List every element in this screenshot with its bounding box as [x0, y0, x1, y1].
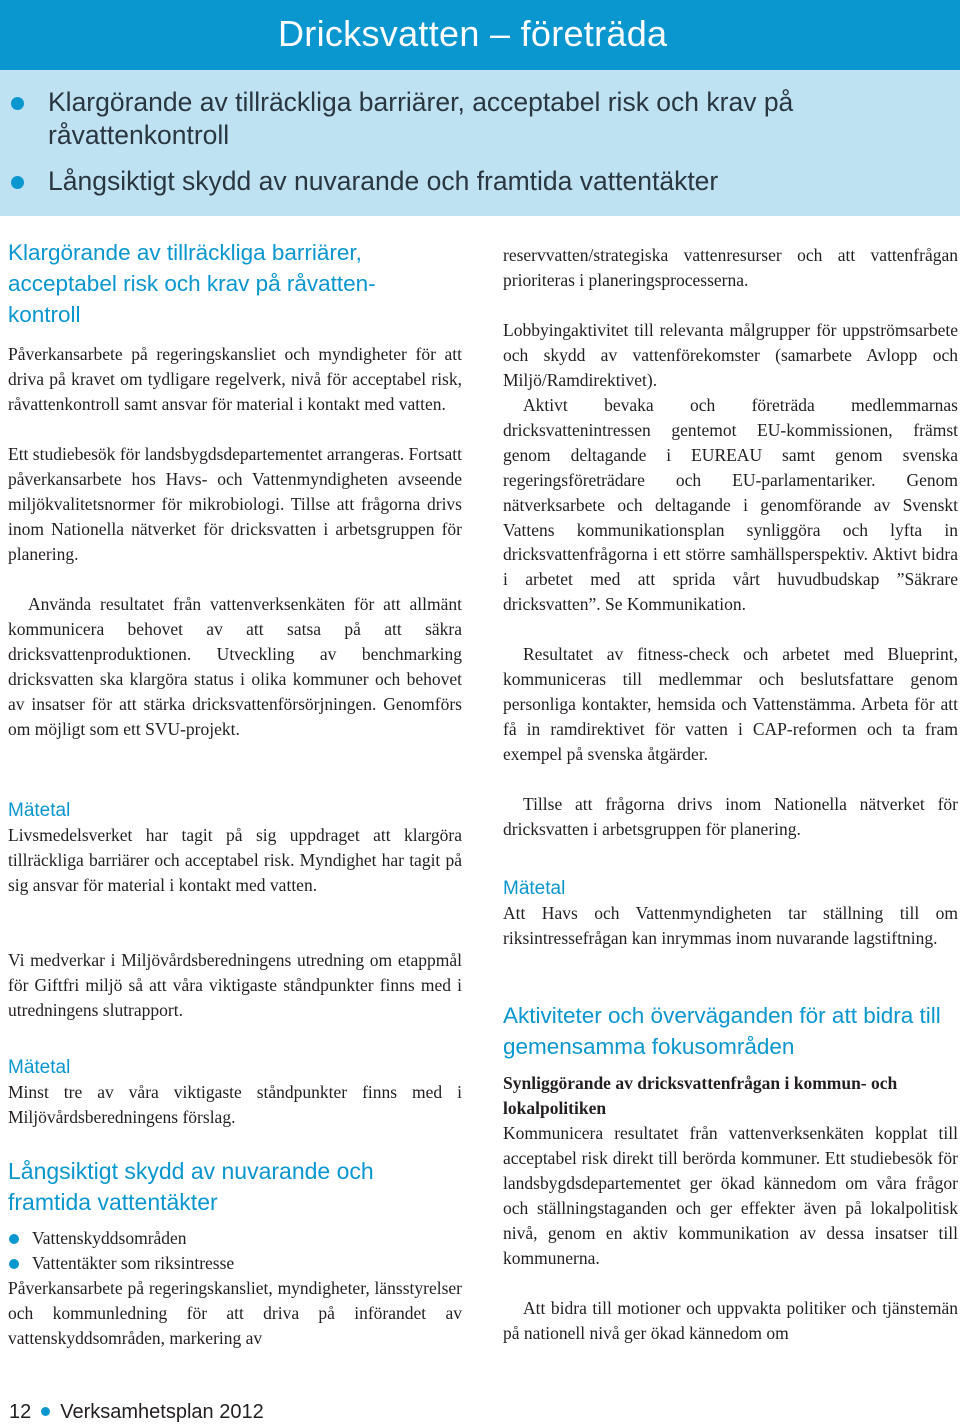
- paragraph: Ett studiebesök för landsbygdsdepartementet arrangeras. Fortsatt påverkansarbete hos Havs- och Vattenmyndigheten avseende miljökvalitetsnormer för mikrobiologi. Tillse att frågorna drivs inom Nationella nätverket för dricksvatten i arbetsgruppen för planering.: [8, 444, 462, 564]
- list-item-text: Vattenskyddsområden: [32, 1228, 187, 1248]
- summary-banner: [0, 70, 960, 216]
- paragraph: Vi medverkar i Miljövårdsberedningens utredning om etappmål för Giftfri miljö så att våra viktigaste ståndpunkter finns med i utredningens slutrapport.: [8, 950, 462, 1020]
- summary-item: [48, 165, 940, 198]
- paragraph: Minst tre av våra viktigaste ståndpunkter finns med i Miljövårdsberedningens förslag.: [8, 1082, 462, 1127]
- metric-heading: Mätetal: [503, 878, 566, 899]
- paragraph: Tillse att frågorna drivs inom Nationella nätverket för dricksvatten i arbetsgruppen för planering.: [503, 794, 958, 839]
- metric-heading: Mätetal: [8, 1057, 71, 1078]
- document-title: Verksamhetsplan 2012: [60, 1401, 264, 1423]
- bullet-icon: [9, 1234, 19, 1244]
- paragraph: Påverkansarbete på regeringskansliet och myndigheter för att driva på kravet om tydligare regelverk, nivå för acceptabel risk, råvattenkontroll samt ansvar för material i kontakt med vatten.: [8, 344, 462, 414]
- section-heading: Långsiktigt skydd av nuvarande och framtida vattentäkter: [8, 1158, 374, 1215]
- section-heading: Aktiviteter och överväganden för att bidra till gemensamma fokusområden: [503, 1003, 941, 1059]
- list-item-text: Vattentäkter som riksintresse: [32, 1253, 235, 1273]
- section-heading: Klargörande av tillräckliga barriärer, acceptabel risk och krav på råvatten-kontroll: [8, 240, 376, 327]
- bullet-icon: [9, 1259, 19, 1269]
- bullet-icon: [11, 97, 24, 110]
- page-number: 12: [9, 1401, 32, 1423]
- list-item: [32, 1226, 187, 1251]
- title-banner: [0, 0, 960, 70]
- paragraph: Resultatet av fitness-check och arbetet med Blueprint, kommuniceras till medlemmar och beslutsfattare genom personliga kontakter, hemsida och Vattenstämma. Arbeta för att få in ramdirektivet för vatten i CAP-reformen och ta fram exempel på svenska åtgärder.: [503, 644, 958, 764]
- summary-item-text: Långsiktigt skydd av nuvarande och framtida vattentäkter: [48, 166, 719, 196]
- dot-icon: [41, 1407, 50, 1416]
- summary-item: [48, 86, 940, 152]
- paragraph: Lobbyingaktivitet till relevanta målgrupper för uppströmsarbete och skydd av vattenförekomster (samarbete Avlopp och Miljö/Ramdirektivet).: [503, 320, 958, 390]
- paragraph: Att bidra till motioner och uppvakta politiker och tjänstemän på nationell nivå ger ökad kännedom om: [503, 1298, 958, 1343]
- summary-item-text: Klargörande av tillräckliga barriärer, acceptabel risk och krav på råvattenkontroll: [48, 87, 794, 150]
- paragraph: Livsmedelsverket har tagit på sig uppdraget att klargöra tillräckliga barriärer och acceptabel risk. Myndighet har tagit på sig ansvar för material i kontakt med vatten.: [8, 825, 462, 895]
- list-item: [32, 1251, 234, 1276]
- paragraph: Aktivt bevaka och företräda medlemmarnas dricksvattenintressen gentemot EU-kommissionen, främst genom deltagande i EUREAU samt genom svenska regeringsföreträdare och EU-parlamentariker. Genom nätverksarbete och deltagande i genomförande av Svenskt Vattens kommunikationsplan synliggöra och lyfta in dricksvattenfrågorna i ett större samhällsperspektiv. Aktivt bidra i arbetet med att sprida vårt huvudbudskap ”Säkrare dricksvatten”. Se Kommunikation.: [503, 395, 958, 615]
- paragraph: Kommunicera resultatet från vattenverksenkäten kopplat till acceptabel risk direkt till berörda kommuner. Ett studiebesök för landsbygdsdepartementet ger ökad kännedom om våra frågor och ställningstaganden och ger effekter även på lokalpolitisk nivå, genom en aktiv kommunikation av dessa insatser till kommunerna.: [503, 1123, 958, 1268]
- paragraph: reservvatten/strategiska vattenresurser och att vattenfrågan prioriteras i planeringsprocesserna.: [503, 245, 958, 290]
- paragraph: Påverkansarbete på regeringskansliet, myndigheter, länsstyrelser och kommunledning för att driva på införandet av vattenskyddsområden, markering av: [8, 1278, 462, 1348]
- metric-heading: Mätetal: [8, 800, 71, 821]
- page-footer: [9, 1401, 264, 1424]
- page-title: Dricksvatten – företräda: [278, 13, 668, 54]
- paragraph: Använda resultatet från vattenverksenkäten för att allmänt kommunicera behovet av att satsa på att säkra dricksvattenproduktionen. Utveckling av benchmarking dricksvatten ska klargöra status i olika kommuner och behovet av insatser för att stärka dricksvattenförsörjningen. Genomförs om möjligt som ett SVU-projekt.: [8, 594, 462, 739]
- bullet-icon: [11, 176, 24, 189]
- paragraph: Att Havs och Vattenmyndigheten tar ställning till om riksintressefrågan kan inrymmas inom nuvarande lagstiftning.: [503, 903, 958, 948]
- sub-heading: Synliggörande av dricksvattenfrågan i kommun- och lokalpolitiken: [503, 1073, 898, 1118]
